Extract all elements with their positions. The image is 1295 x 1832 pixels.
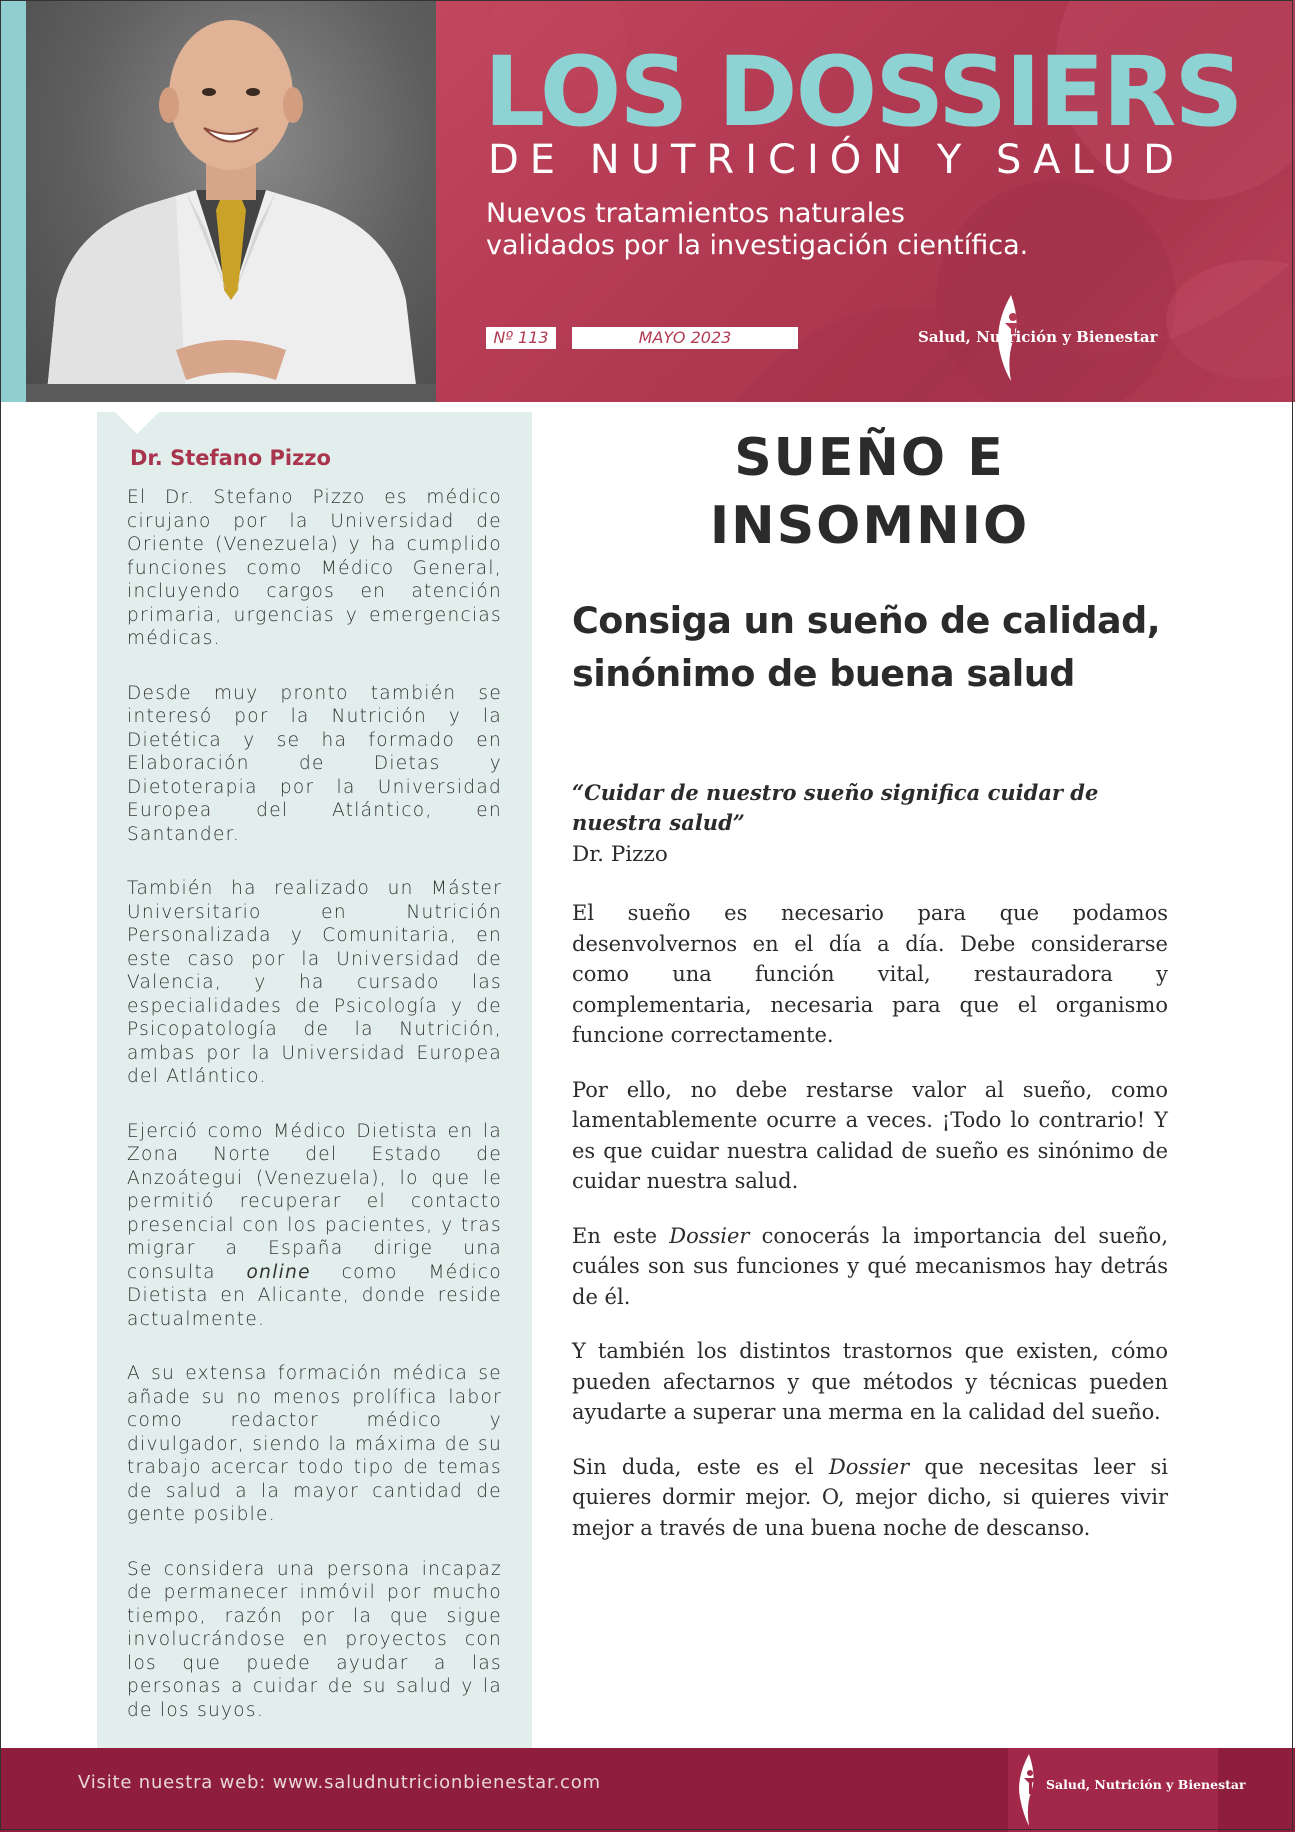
body-paragraph: El sueño es necesario para que podamos desenvolvernos en el día a día. Debe considerarse como una función vital, restauradora y complementaria, necesaria para que el organismo funcione correctamente. xyxy=(572,901,1168,1047)
quote-author: Dr. Pizzo xyxy=(572,842,668,867)
tagline xyxy=(486,198,1206,262)
article-subtitle: Consiga un sueño de calidad, sinónimo de buena salud xyxy=(572,599,1161,695)
bio-paragraph: A su extensa formación médica se añade su no menos prolífica labor como redactor médico y divulgador, siendo la máxima de su trabajo acercar todo tipo de temas de salud a la mayor cantidad de gente posible. xyxy=(127,1363,502,1525)
footer-website-link[interactable]: Visite nuestra web: www.saludnutricionbienestar.com xyxy=(78,1772,601,1793)
author-photo xyxy=(26,0,436,402)
tagline-line-1: Nuevos tratamientos naturales xyxy=(486,198,905,229)
body-italic: Dossier xyxy=(828,1454,910,1479)
body-paragraph: Por ello, no debe restarse valor al sueño, como lamentablemente ocurre a veces. ¡Todo lo contrario! Y es que cuidar nuestra calidad de sueño es sinónimo de cuidar nuestra salud. xyxy=(572,1077,1168,1193)
body-paragraph xyxy=(572,1221,1168,1313)
footer-brand-logo-icon xyxy=(1014,1752,1044,1828)
sidebar-notch xyxy=(115,412,159,434)
bio-paragraph: También ha realizado un Máster Universitario en Nutrición Personalizada y Comunitaria, en este caso por la Universidad de Valencia, y ha cursado las especialidades de Psicología y de Psicopatología de la Nutrición, ambas por la Universidad Europea del Atlántico. xyxy=(127,878,502,1087)
tagline-line-2: validados por la investigación científica. xyxy=(486,230,1029,261)
author-bio xyxy=(127,486,502,1753)
footer-brand-name: Salud, Nutrición y Bienestar xyxy=(1046,1777,1246,1792)
body-text: que necesitas leer si quieres dormir mejor. O, mejor dicho, si quieres vivir mejor a través de una buena noche de descanso. xyxy=(572,1454,1168,1540)
header-banner xyxy=(436,0,1295,402)
magazine-title: LOS DOSSIERS xyxy=(484,36,1242,148)
issue-number: Nº 113 xyxy=(486,327,556,349)
bio-text: como Médico Dietista en Alicante, donde reside actualmente. xyxy=(127,1261,502,1330)
bio-paragraph: Se considera una persona incapaz de permanecer inmóvil por mucho tiempo, razón por la que sigue involucrándose en proyectos con los que puede ayudar a las personas a cuidar de su salud y la de los suyos. xyxy=(127,1558,502,1721)
bio-paragraph: El Dr. Stefano Pizzo es médico cirujano por la Universidad de Oriente (Venezuela) y ha cumplido funciones como Médico General, incluyendo cargos en atención primaria, urgencias y emergencias médicas. xyxy=(127,487,502,649)
bio-paragraph: Desde muy pronto también se interesó por la Nutrición y la Dietética y se ha formado en Elaboración de Dietas y Dietoterapia por la Universidad Europea del Atlántico, en Santander. xyxy=(127,682,502,845)
issue-date: MAYO 2023 xyxy=(572,327,798,349)
article-title-line-2: INSOMNIO xyxy=(709,496,1030,556)
body-paragraph: Y también los distintos trastornos que existen, cómo pueden afectarnos y que métodos y técnicas pueden ayudarte a superar una merma en la calidad del sueño. xyxy=(572,1339,1168,1424)
header-brand-name: Salud, Nutrición y Bienestar xyxy=(918,328,1158,346)
teal-strip xyxy=(0,0,26,402)
bio-paragraph xyxy=(127,1120,502,1332)
body-text: En este xyxy=(572,1223,670,1248)
magazine-subtitle: DE NUTRICIÓN Y SALUD xyxy=(488,137,1185,183)
article-body xyxy=(572,898,1168,1567)
article-title xyxy=(572,424,1167,560)
article-title-line-1: SUEÑO E xyxy=(734,428,1005,488)
body-italic: Dossier xyxy=(669,1223,750,1248)
body-text: conocerás la importancia del sueño, cuáles son sus funciones y qué mecanismos hay detrás de él. xyxy=(572,1223,1168,1309)
pull-quote: “Cuidar de nuestro sueño significa cuidar de nuestra salud” xyxy=(572,780,1099,835)
body-paragraph xyxy=(572,1452,1168,1544)
body-text: Sin duda, este es el xyxy=(572,1454,829,1479)
bio-text: Ejerció como Médico Dietista en la Zona Norte del Estado de Anzoátegui (Venezuela), lo que le permitió recuperar el contacto presencial con los pacientes, y tras migrar a España dirige una consulta xyxy=(127,1120,502,1283)
author-name: Dr. Stefano Pizzo xyxy=(130,446,331,470)
bio-italic: online xyxy=(246,1261,311,1283)
author-portrait-illustration xyxy=(26,0,436,402)
